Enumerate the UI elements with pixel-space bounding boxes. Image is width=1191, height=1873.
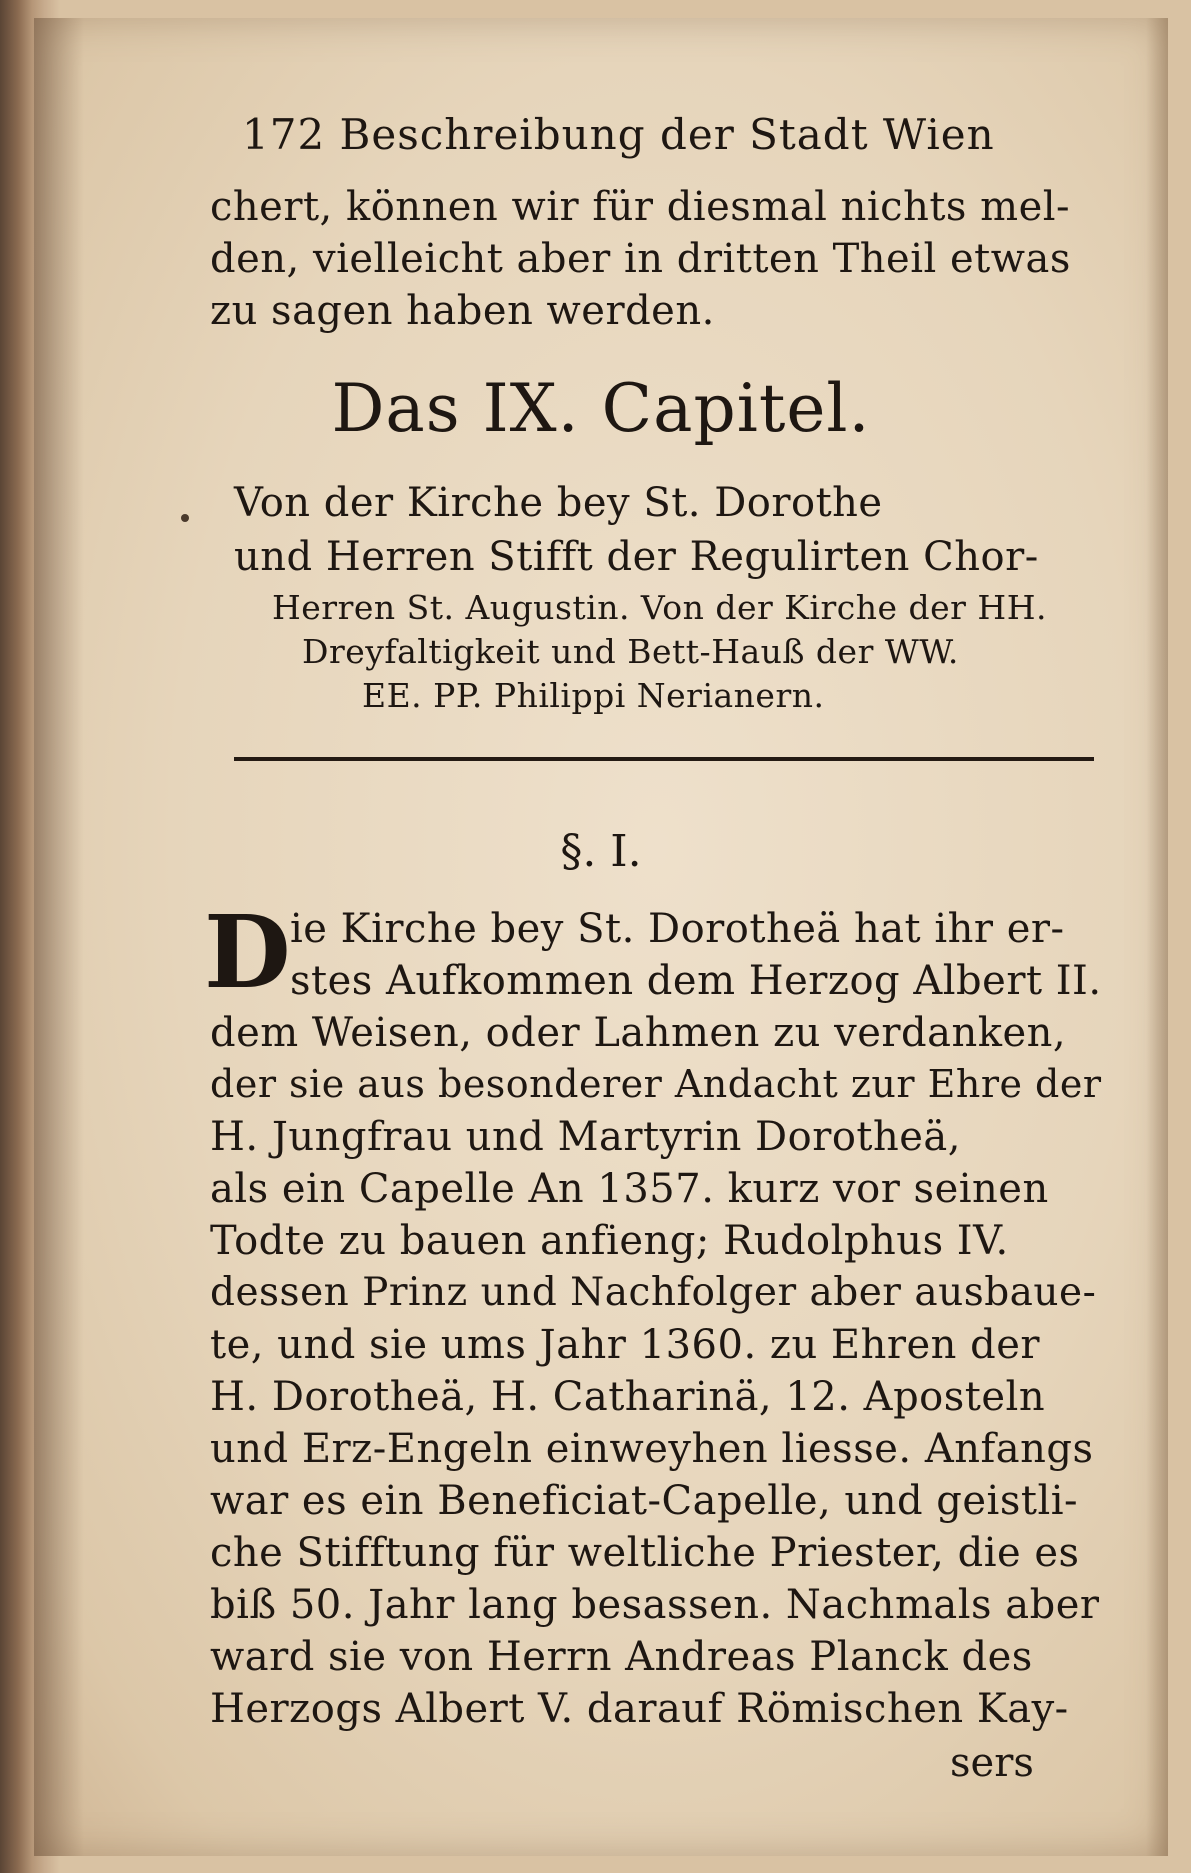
- body-line: H. Jungfrau und Martyrin Dorotheä,: [210, 1114, 961, 1160]
- chapter-title: Das IX. Capitel.: [331, 370, 871, 447]
- running-header: 172 Beschreibung der Stadt Wien: [242, 110, 995, 159]
- body-line: als ein Capelle An 1357. kurz vor seinen: [210, 1166, 1049, 1212]
- section-heading: §. I.: [560, 826, 642, 877]
- ink-dot: [181, 514, 189, 522]
- body-line: Herzogs Albert V. darauf Römischen Kay-: [210, 1686, 1069, 1732]
- chapter-subtitle-line: Von der Kirche bey St. Dorothe: [234, 480, 883, 526]
- body-line: dem Weisen, oder Lahmen zu verdanken,: [210, 1010, 1067, 1056]
- page-edge: [1146, 18, 1168, 1856]
- body-line: Todte zu bauen anfieng; Rudolphus IV.: [210, 1218, 1009, 1264]
- body-line: te, und sie ums Jahr 1360. zu Ehren der: [210, 1322, 1041, 1368]
- body-line: und Erz-Engeln einweyhen liesse. Anfangs: [210, 1426, 1094, 1472]
- intro-line: zu sagen haben werden.: [210, 288, 715, 334]
- page-sheet: [34, 18, 1168, 1856]
- body-line: war es ein Beneficiat-Capelle, und geistli-: [210, 1478, 1079, 1524]
- body-line: der sie aus besonderer Andacht zur Ehre der: [210, 1062, 1102, 1106]
- chapter-subtitle-line: Herren St. Augustin. Von der Kirche der HH.: [272, 588, 1047, 627]
- body-line: ward sie von Herrn Andreas Planck des: [210, 1634, 1033, 1680]
- chapter-subtitle-line: EE. PP. Philippi Nerianern.: [362, 676, 825, 715]
- intro-line: chert, können wir für diesmal nichts mel-: [210, 184, 1071, 230]
- body-line: H. Dorotheä, H. Catharinä, 12. Aposteln: [210, 1374, 1046, 1420]
- horizontal-rule: [234, 757, 1094, 761]
- body-line: dessen Prinz und Nachfolger aber ausbaue-: [210, 1270, 1097, 1315]
- catchword: sers: [950, 1740, 1034, 1786]
- body-line: che Stifftung für weltliche Priester, die es: [210, 1530, 1080, 1576]
- spine-shadow: [34, 18, 84, 1856]
- chapter-subtitle-line: Dreyfaltigkeit und Bett-Hauß der WW.: [302, 632, 959, 671]
- body-line: ie Kirche bey St. Dorotheä hat ihr er-: [290, 906, 1065, 952]
- intro-line: den, vielleicht aber in dritten Theil etwas: [210, 236, 1071, 282]
- chapter-subtitle-line: und Herren Stifft der Regulirten Chor-: [234, 534, 1039, 580]
- body-line: stes Aufkommen dem Herzog Albert II.: [290, 958, 1102, 1004]
- body-line: biß 50. Jahr lang besassen. Nachmals aber: [210, 1582, 1100, 1628]
- drop-cap: D: [204, 893, 291, 1011]
